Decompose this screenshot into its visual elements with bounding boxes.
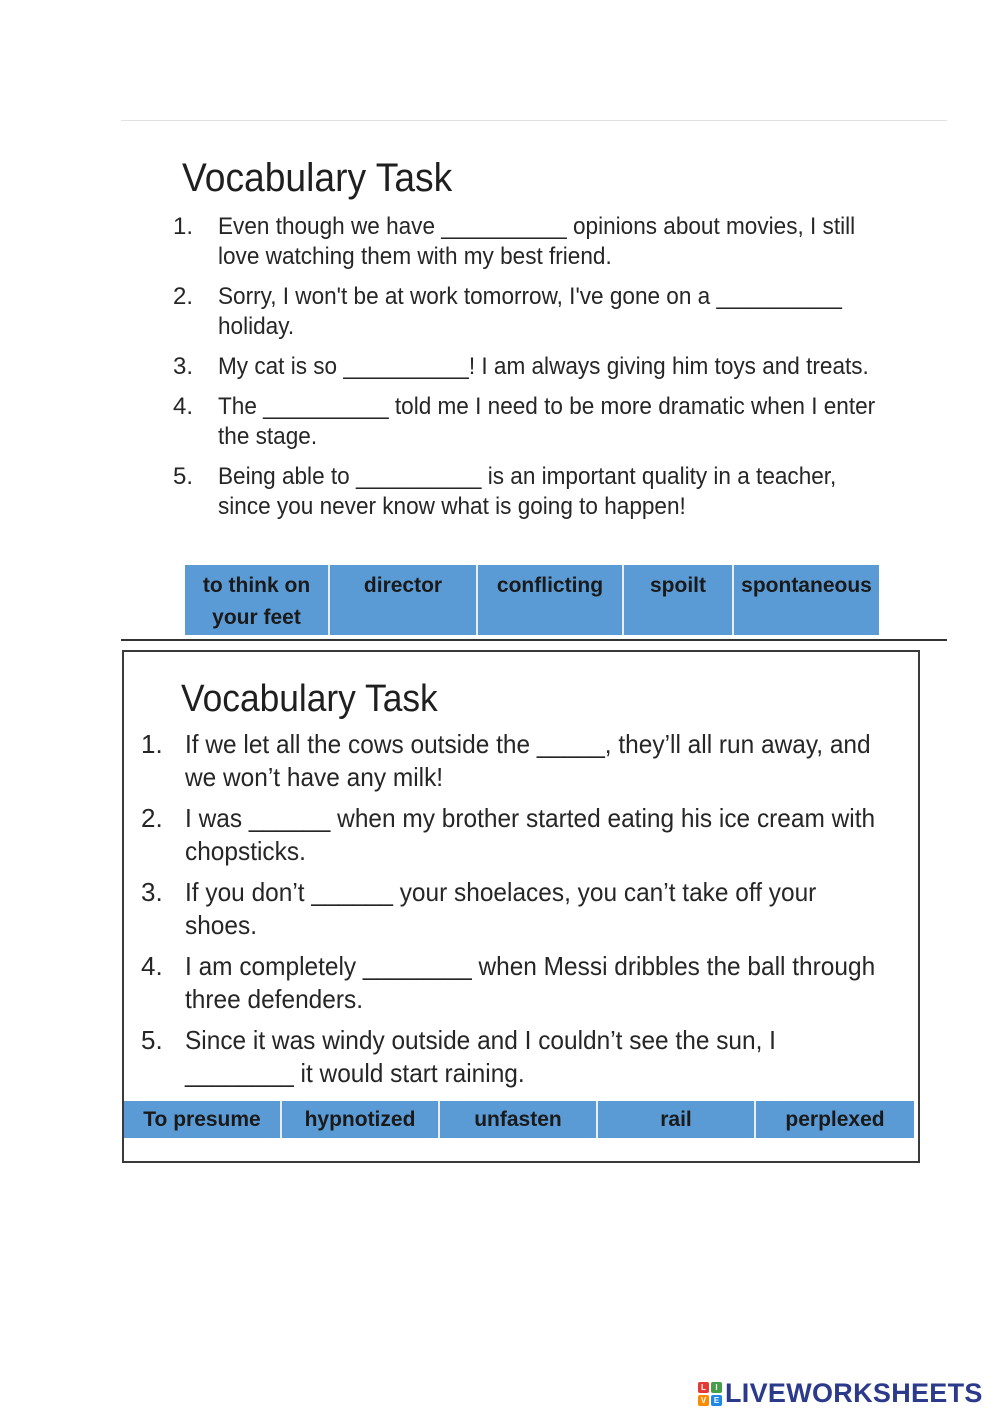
panel1-question-3 — [173, 352, 893, 382]
question-number: 4. — [141, 951, 163, 981]
panel2-question-4 — [141, 950, 901, 1016]
word-bank-item[interactable]: spoilt — [624, 565, 734, 635]
question-text: My cat is so __________! I am always giving him toys and treats. — [218, 353, 869, 380]
panel1-question-5 — [173, 462, 893, 522]
panel1-question-list — [173, 212, 893, 532]
panel1-title: Vocabulary Task — [182, 156, 453, 200]
panel2-question-1 — [141, 728, 901, 794]
word-bank-item[interactable]: hypnotized — [282, 1101, 440, 1138]
panel2-question-list — [141, 728, 901, 1098]
top-divider — [121, 120, 947, 121]
panel2-question-3 — [141, 876, 901, 942]
question-text: Since it was windy outside and I couldn’t see the sun, I ________ it would start raining. — [185, 1025, 776, 1088]
question-number: 5. — [173, 463, 194, 490]
question-number: 5. — [141, 1025, 163, 1055]
word-bank-item[interactable]: rail — [598, 1101, 756, 1138]
panel1-question-1 — [173, 212, 893, 272]
logo-tile: I — [711, 1382, 722, 1393]
logo-tile: E — [711, 1395, 722, 1406]
question-text: The __________ told me I need to be more dramatic when I enter the stage. — [218, 393, 876, 450]
question-text: If you don’t ______ your shoelaces, you can’t take off your shoes. — [185, 877, 817, 940]
panel2-question-5 — [141, 1024, 901, 1090]
question-number: 2. — [141, 803, 163, 833]
brand-name: LIVEWORKSHEETS — [725, 1378, 983, 1408]
question-number: 3. — [141, 877, 163, 907]
question-number: 2. — [173, 283, 194, 310]
logo-tile: L — [698, 1382, 709, 1393]
question-text: Being able to __________ is an important quality in a teacher, since you never know what is going to happen! — [218, 463, 837, 520]
word-bank-item[interactable]: unfasten — [440, 1101, 598, 1138]
section-divider — [121, 639, 947, 641]
panel1-question-2 — [173, 282, 893, 342]
question-text: I am completely ________ when Messi dribbles the ball through three defenders. — [185, 951, 876, 1014]
logo-tile: V — [698, 1395, 709, 1406]
question-number: 1. — [173, 213, 194, 240]
panel1-question-4 — [173, 392, 893, 452]
question-number: 4. — [173, 393, 194, 420]
word-bank-item[interactable]: To presume — [124, 1101, 282, 1138]
panel2-title: Vocabulary Task — [181, 678, 438, 720]
question-number: 3. — [173, 353, 194, 380]
word-bank-item[interactable]: conflicting — [478, 565, 624, 635]
liveworksheets-logo-icon — [698, 1382, 722, 1406]
word-bank-item[interactable]: spontaneous — [741, 574, 872, 597]
question-text: I was ______ when my brother started eating his ice cream with chopsticks. — [185, 803, 876, 866]
word-bank-item[interactable]: perplexed — [785, 1108, 885, 1131]
liveworksheets-brand[interactable] — [698, 1378, 983, 1409]
panel2-word-bank — [124, 1101, 914, 1138]
question-text: Even though we have __________ opinions about movies, I still love watching them with my best friend. — [218, 213, 856, 270]
panel1-word-bank — [185, 565, 879, 635]
word-bank-item[interactable]: to think on your feet — [185, 565, 330, 635]
question-text: Sorry, I won't be at work tomorrow, I've gone on a __________ holiday. — [218, 283, 842, 340]
panel2-question-2 — [141, 802, 901, 868]
question-text: If we let all the cows outside the _____, they’ll all run away, and we won’t have any milk! — [185, 729, 871, 792]
word-bank-item[interactable]: director — [330, 565, 478, 635]
question-number: 1. — [141, 729, 163, 759]
